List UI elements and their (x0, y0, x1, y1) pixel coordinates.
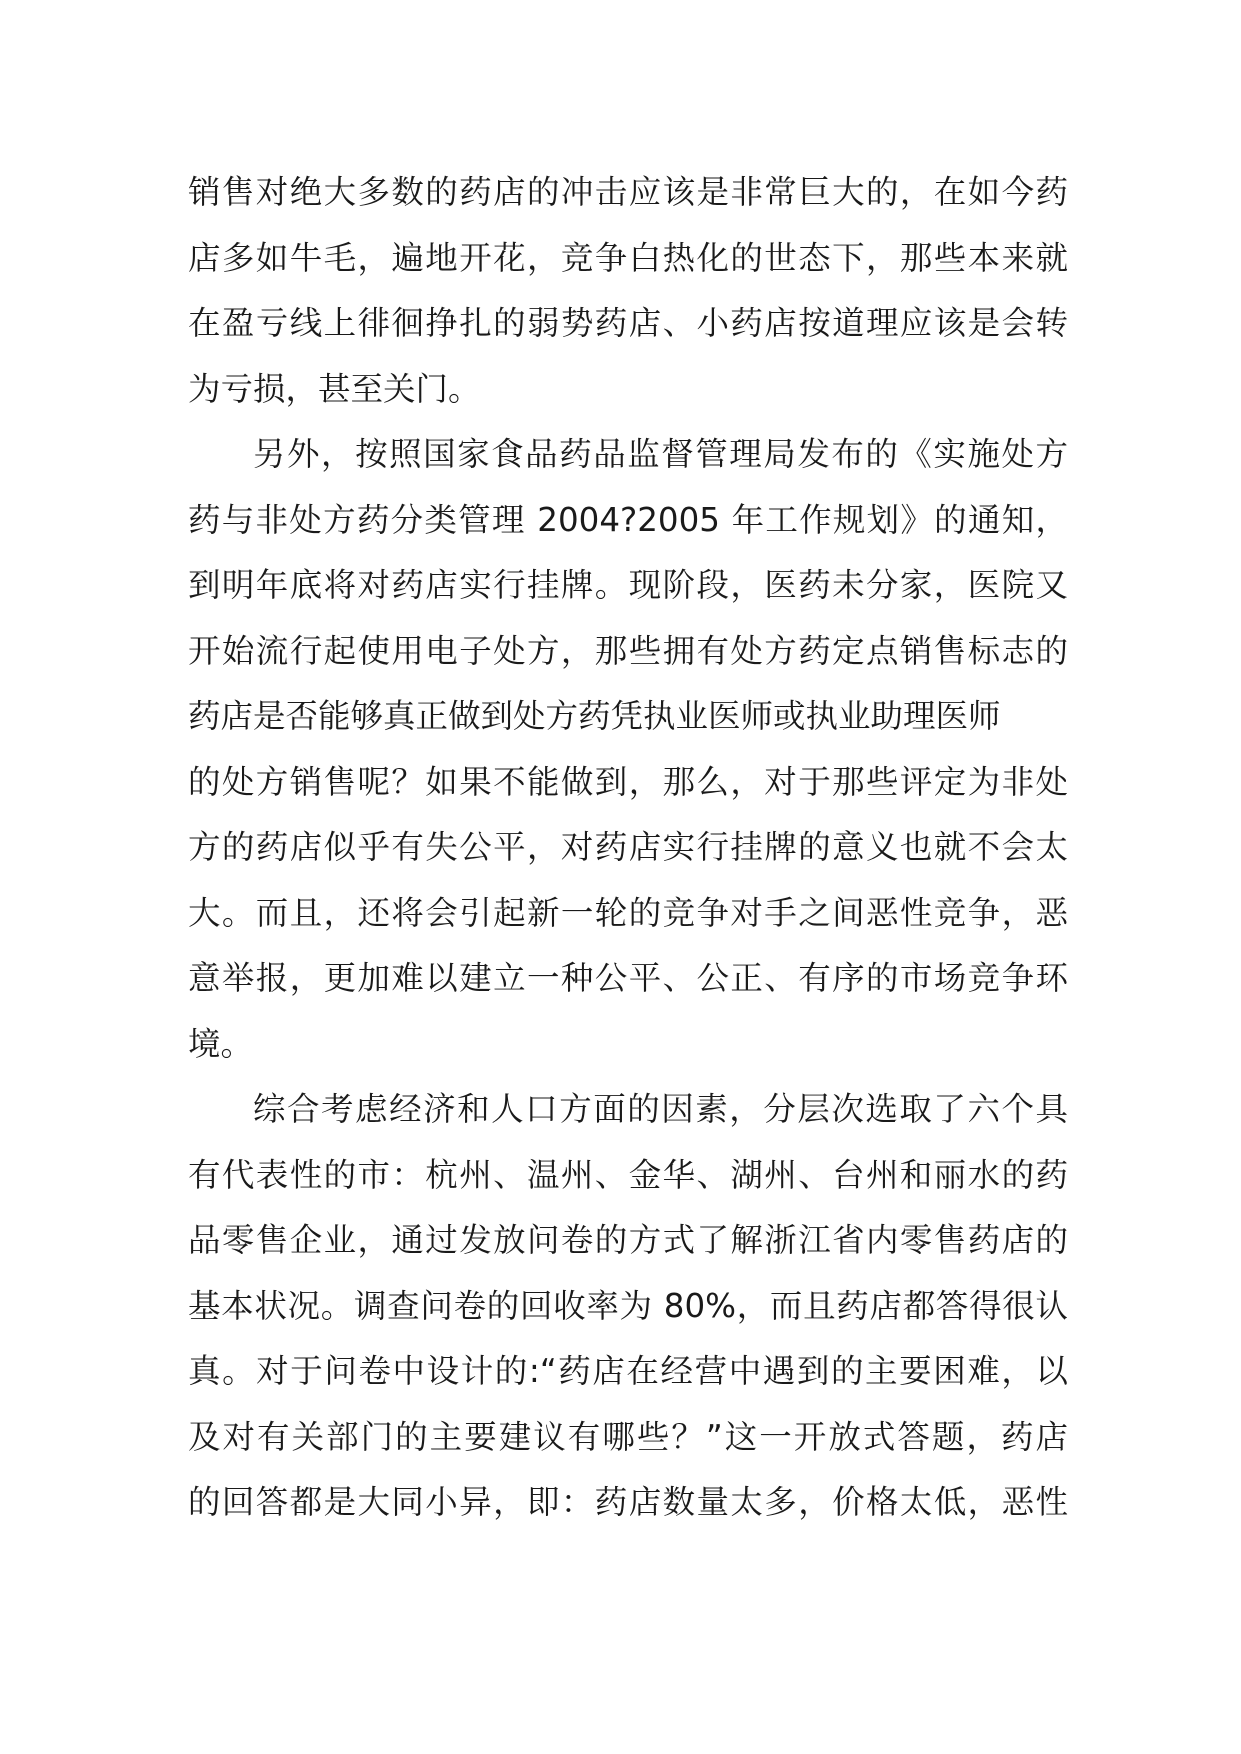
text-line: 意举报，更加难以建立一种公平、公正、有序的市场竞争环 (188, 959, 1068, 997)
text-line: 在盈亏线上徘徊挣扎的弱势药店、小药店按道理应该是会转 (188, 304, 1068, 342)
text-line: 综合考虑经济和人口方面的因素，分层次选取了六个具 (253, 1090, 1068, 1128)
text-line: 的处方销售呢？如果不能做到，那么，对于那些评定为非处 (188, 762, 1068, 801)
text-line: 方的药店似乎有失公平，对药店实行挂牌的意义也就不会太 (188, 828, 1068, 866)
text-line: 销售对绝大多数的药店的冲击应该是非常巨大的，在如今药 (188, 173, 1068, 211)
text-line: 到明年底将对药店实行挂牌。现阶段，医药未分家，医院又 (188, 566, 1068, 604)
text-line: 为亏损，甚至关门。 (188, 369, 481, 408)
paragraph-2 (188, 422, 1068, 1077)
paragraph-1 (188, 160, 1068, 422)
text-line: 开始流行起使用电子处方，那些拥有处方药定点销售标志的 (188, 631, 1068, 670)
text-line: 另外，按照国家食品药品监督管理局发布的《实施处方 (253, 435, 1068, 473)
text-line: 的回答都是大同小异，即：药店数量太多，价格太低，恶性 (188, 1483, 1068, 1521)
text-line: 品零售企业，通过发放问卷的方式了解浙江省内零售药店的 (188, 1221, 1068, 1259)
text-line: 大。而且，还将会引起新一轮的竞争对手之间恶性竞争，恶 (188, 893, 1068, 932)
text-line: 药店是否能够真正做到处方药凭执业医师或执业助理医师 (188, 697, 1001, 735)
text-line: 真。对于问卷中设计的:“药店在经营中遇到的主要困难，以 (188, 1352, 1068, 1390)
text-line: 有代表性的市：杭州、温州、金华、湖州、台州和丽水的药 (188, 1155, 1068, 1194)
text-line: 境。 (188, 1024, 254, 1063)
text-line: 店多如牛毛，遍地开花，竞争白热化的世态下，那些本来就 (188, 238, 1068, 277)
text-line: 基本状况。调查问卷的回收率为 80%，而且药店都答得很认 (188, 1286, 1068, 1325)
text-line: 药与非处方药分类管理 2004?2005 年工作规划》的通知， (188, 500, 1068, 539)
text-line: 及对有关部门的主要建议有哪些？”这一开放式答题，药店 (188, 1417, 1068, 1456)
body-text (188, 160, 1068, 1536)
paragraph-3 (188, 1077, 1068, 1536)
